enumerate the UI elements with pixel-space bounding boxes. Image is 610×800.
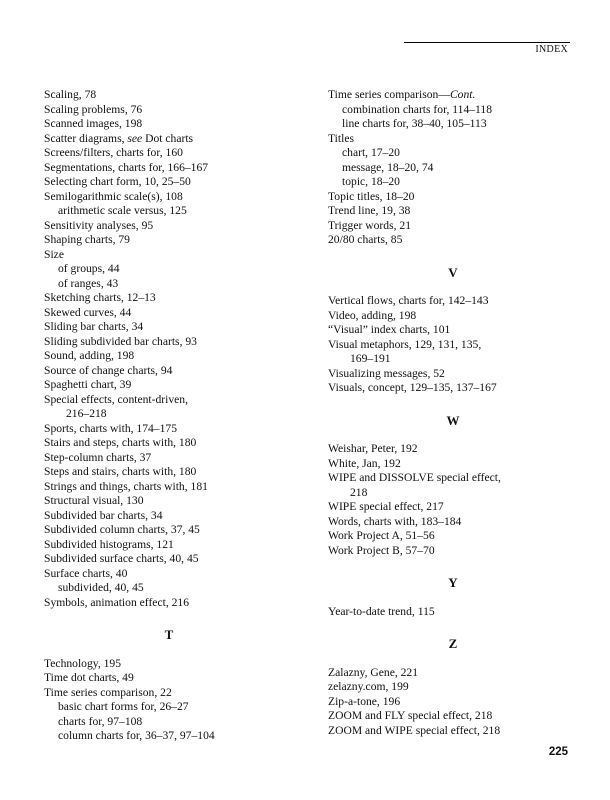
index-entry-text: Scatter diagrams, (44, 131, 128, 145)
index-entry (44, 277, 294, 292)
index-entry-text: Work Project A, 51–56 (328, 529, 435, 542)
index-entry-text: Semilogarithmic scale(s), 108 (44, 189, 183, 203)
index-entry-text: Time series comparison— (328, 88, 450, 101)
index-entry-text: Weishar, Peter, 192 (328, 442, 418, 455)
index-entry-text: Year-to-date trend, 115 (328, 604, 435, 618)
index-entry-text: Sketching charts, 12–13 (44, 291, 156, 304)
index-entry-text: chart, 17–20 (342, 146, 400, 159)
index-entry-text: White, Jan, 192 (328, 456, 401, 470)
index-entry (44, 378, 294, 393)
index-entry (328, 500, 578, 515)
index-entry-text: topic, 18–20 (342, 175, 400, 188)
index-entry-text: Trigger words, 21 (328, 218, 411, 232)
index-entry-text: combination charts for, 114–118 (342, 102, 493, 116)
index-entry-text: Trend line, 19, 38 (328, 204, 411, 217)
index-entry (44, 436, 294, 451)
section-letter: T (164, 627, 174, 642)
index-entry (44, 175, 294, 190)
index-entry (328, 724, 578, 739)
index-entry (44, 552, 294, 567)
index-entry (44, 509, 294, 524)
index-entry-text: Sensitivity analyses, 95 (44, 218, 154, 232)
index-entry (44, 596, 294, 611)
index-entry-text: line charts for, 38–40, 105–113 (342, 117, 487, 130)
index-entry-italic: Cont. (449, 88, 476, 101)
index-entry-text: Visuals, concept, 129–135, 137–167 (328, 381, 497, 394)
index-entry-text: Symbols, animation effect, 216 (44, 595, 190, 609)
index-entry-text: Time dot charts, 49 (44, 671, 134, 684)
index-entry (328, 323, 578, 338)
index-entry (44, 567, 294, 582)
index-entry (328, 352, 578, 367)
index-entry-text: Time series comparison, 22 (44, 685, 172, 699)
index-entry (44, 581, 294, 596)
index-entry (44, 523, 294, 538)
index-entry (44, 686, 294, 701)
index-entry-text: 216–218 (66, 407, 107, 420)
index-entry-text: Dot charts (142, 131, 194, 145)
index-entry-text: subdivided, 40, 45 (58, 581, 144, 594)
index-entry (44, 657, 294, 672)
index-entry (328, 381, 578, 396)
index-entry (44, 306, 294, 321)
index-entry-text: Technology, 195 (44, 656, 122, 670)
index-entry-text: of groups, 44 (58, 262, 120, 275)
index-entry-text: Sliding bar charts, 34 (44, 320, 144, 333)
index-entry (328, 117, 578, 132)
index-entry-text: Work Project B, 57–70 (328, 543, 435, 557)
index-entry (328, 132, 578, 147)
index-entry (328, 219, 578, 234)
index-entry (328, 294, 578, 309)
index-entry (44, 88, 294, 103)
index-entry-text: Steps and stairs, charts with, 180 (44, 465, 197, 478)
index-entry-text: charts for, 97–108 (58, 714, 143, 728)
index-entry-text: column charts for, 36–37, 97–104 (58, 729, 215, 742)
index-entry (44, 219, 294, 234)
index-entry-text: Structural visual, 130 (44, 494, 144, 507)
index-entry-text: “Visual” index charts, 101 (328, 323, 451, 336)
index-entry (328, 204, 578, 219)
index-entry-text: ZOOM and WIPE special effect, 218 (328, 723, 501, 737)
index-entry-text: Video, adding, 198 (328, 308, 417, 322)
index-entry (44, 715, 294, 730)
index-entry (328, 233, 578, 248)
index-entry-text: Sliding subdivided bar charts, 93 (44, 334, 197, 348)
index-entry (44, 671, 294, 686)
index-entry-text: Strings and things, charts with, 181 (44, 479, 208, 493)
index-entry-text: Source of change charts, 94 (44, 363, 173, 377)
index-entry (328, 309, 578, 324)
index-entry (328, 442, 578, 457)
index-entry-text: Shaping charts, 79 (44, 233, 130, 246)
index-entry-text: Subdivided histograms, 121 (44, 537, 174, 551)
index-entry (44, 729, 294, 744)
index-entry-text: Sound, adding, 198 (44, 349, 135, 362)
index-entry-text: Visual metaphors, 129, 131, 135, (328, 337, 482, 351)
index-entry-text: Sports, charts with, 174–175 (44, 421, 177, 435)
index-entry (44, 422, 294, 437)
index-entry-text: Stairs and steps, charts with, 180 (44, 436, 197, 449)
index-entry (328, 338, 578, 353)
index-entry-text: Zalazny, Gene, 221 (328, 665, 419, 679)
index-entry-italic: see (127, 131, 143, 145)
index-entry (328, 146, 578, 161)
index-entry-text: Scanned images, 198 (44, 117, 143, 130)
index-entry (44, 233, 294, 248)
index-entry-text: WIPE and DISSOLVE special effect, (328, 471, 501, 484)
index-entry (44, 349, 294, 364)
header-rule (404, 42, 570, 43)
index-entry (44, 146, 294, 161)
index-entry (328, 161, 578, 176)
index-entry (328, 544, 578, 559)
index-entry (44, 320, 294, 335)
index-entry-text: message, 18–20, 74 (342, 160, 434, 174)
index-entry (328, 88, 578, 103)
index-entry (44, 117, 294, 132)
index-entry-text: Segmentations, charts for, 166–167 (44, 160, 209, 174)
index-entry (44, 248, 294, 263)
index-entry-text: Screens/filters, charts for, 160 (44, 146, 183, 159)
index-entry-text: Titles (328, 131, 354, 145)
index-column-left (44, 88, 294, 744)
index-entry (44, 700, 294, 715)
index-entry (328, 709, 578, 724)
index-entry (44, 393, 294, 408)
index-entry-text: 218 (350, 485, 368, 499)
section-letter: Z (448, 636, 458, 651)
index-entry-text: 20/80 charts, 85 (328, 233, 403, 246)
index-entry (44, 451, 294, 466)
index-entry-text: Subdivided surface charts, 40, 45 (44, 552, 199, 565)
running-header: INDEX (535, 44, 568, 55)
index-entry (328, 680, 578, 695)
index-entry (44, 204, 294, 219)
index-entry-text: Words, charts with, 183–184 (328, 514, 462, 528)
index-entry-text: Scaling problems, 76 (44, 102, 143, 116)
index-entry (328, 695, 578, 710)
index-entry (44, 538, 294, 553)
index-entry (44, 291, 294, 306)
index-entry (44, 407, 294, 422)
index-entry (44, 161, 294, 176)
index-entry (44, 494, 294, 509)
index-entry (328, 605, 578, 620)
index-entry-text: Zip-a-tone, 196 (328, 694, 401, 708)
index-entry (44, 103, 294, 118)
index-entry-text: Topic titles, 18–20 (328, 189, 415, 203)
index-entry-text: Surface charts, 40 (44, 566, 128, 580)
index-entry-text: Visualizing messages, 52 (328, 366, 445, 380)
index-entry-text: Scaling, 78 (44, 88, 97, 101)
index-entry (44, 364, 294, 379)
index-column-right (328, 88, 578, 738)
index-entry (328, 529, 578, 544)
index-entry (328, 666, 578, 681)
index-entry-text: zelazny.com, 199 (328, 680, 409, 693)
index-entry-text: Subdivided bar charts, 34 (44, 508, 163, 522)
index-entry-text: Subdivided column charts, 37, 45 (44, 523, 200, 536)
index-entry-text: ZOOM and FLY special effect, 218 (328, 709, 493, 722)
index-entry (328, 457, 578, 472)
index-entry-text: Step-column charts, 37 (44, 450, 152, 464)
index-entry (44, 190, 294, 205)
index-entry-text: 169–191 (350, 352, 391, 365)
index-entry (328, 471, 578, 486)
index-entry-text: Spaghetti chart, 39 (44, 378, 132, 391)
index-entry (328, 175, 578, 190)
section-letter: V (448, 264, 458, 280)
index-entry-text: of ranges, 43 (58, 276, 119, 290)
index-entry-text: Special effects, content-driven, (44, 392, 189, 406)
index-entry (328, 515, 578, 530)
index-entry (328, 190, 578, 205)
index-entry (44, 262, 294, 277)
index-entry-text: Vertical flows, charts for, 142–143 (328, 294, 489, 307)
index-entry (44, 132, 294, 147)
index-entry-text: arithmetic scale versus, 125 (58, 204, 187, 217)
section-letter: W (446, 412, 460, 428)
index-entry (44, 480, 294, 495)
index-entry (328, 367, 578, 382)
index-entry-text: Size (44, 247, 64, 261)
index-entry-text: basic chart forms for, 26–27 (58, 700, 189, 713)
index-entry (44, 335, 294, 350)
index-entry-text: Skewed curves, 44 (44, 305, 132, 319)
index-entry (44, 465, 294, 480)
index-entry-text: WIPE special effect, 217 (328, 500, 444, 513)
index-entry-text: Selecting chart form, 10, 25–50 (44, 175, 191, 188)
index-entry (328, 103, 578, 118)
section-letter: Y (448, 575, 458, 590)
index-entry (328, 486, 578, 501)
page-number: 225 (548, 746, 568, 758)
